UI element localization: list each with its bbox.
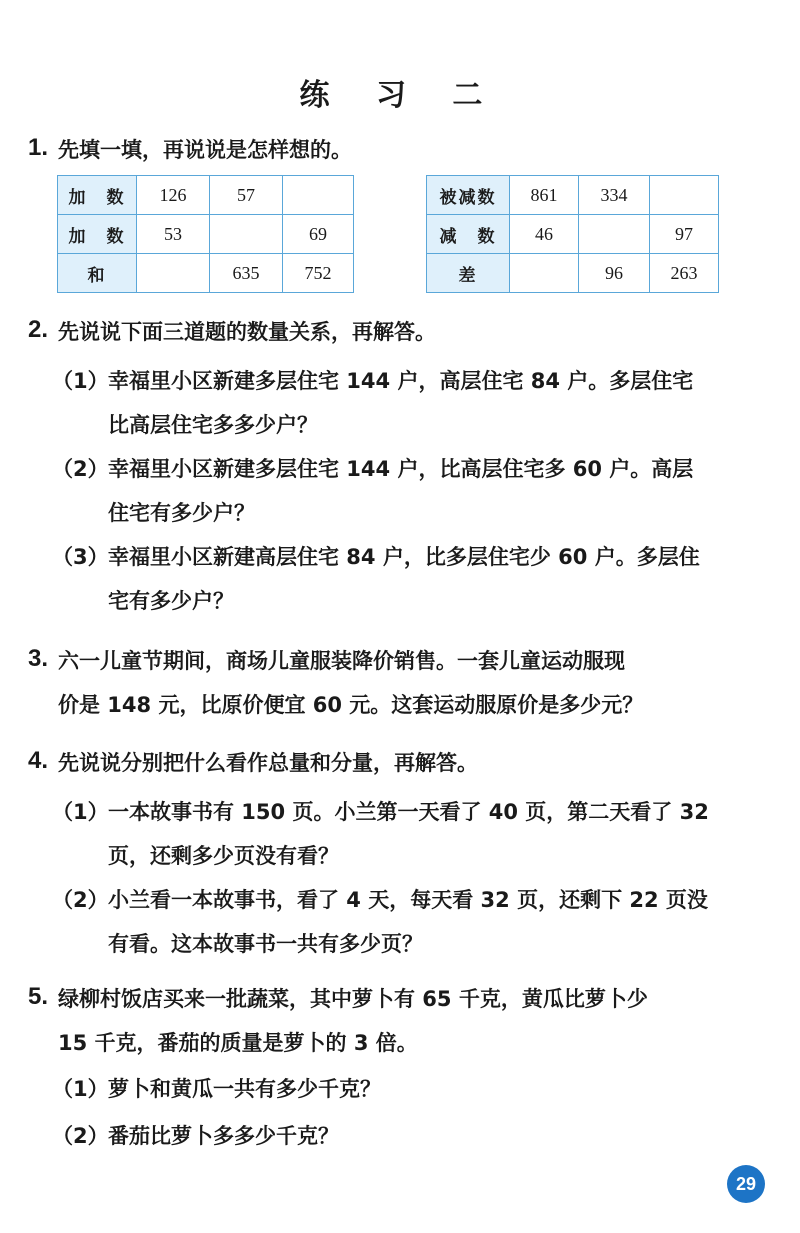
sub-question-text: 幸福里小区新建多层住宅 144 户，比高层住宅多 60 户。高层 bbox=[108, 457, 694, 481]
addition-table bbox=[57, 175, 354, 293]
table-cell: 263 bbox=[650, 254, 719, 293]
table-header-cell: 被减数 bbox=[427, 176, 510, 215]
table-row bbox=[58, 215, 354, 254]
question-3-text: 价是 148 元，比原价便宜 60 元。这套运动服原价是多少元？ bbox=[58, 693, 644, 717]
question-3-number: 3. bbox=[28, 645, 49, 672]
question-5-text: 15 千克，番茄的质量是萝卜的 3 倍。 bbox=[58, 1031, 418, 1055]
table-header-cell: 减 数 bbox=[427, 215, 510, 254]
question-5-text: 绿柳村饭店买来一批蔬菜，其中萝卜有 65 千克，黄瓜比萝卜少 bbox=[58, 987, 648, 1011]
table-cell: 635 bbox=[210, 254, 283, 293]
table-cell bbox=[137, 254, 210, 293]
sub-question-text: 萝卜和黄瓜一共有多少千克？ bbox=[108, 1077, 381, 1101]
sub-question-text: 比高层住宅多多少户？ bbox=[108, 413, 318, 437]
sub-question-text: 页，还剩多少页没有看？ bbox=[108, 844, 339, 868]
table-cell: 46 bbox=[510, 215, 579, 254]
table-cell: 752 bbox=[283, 254, 354, 293]
table-header-cell: 加 数 bbox=[58, 176, 137, 215]
table-row bbox=[427, 176, 719, 215]
table-header-cell: 和 bbox=[58, 254, 137, 293]
sub-question-text: 有看。这本故事书一共有多少页？ bbox=[108, 932, 423, 956]
question-3-text: 六一儿童节期间，商场儿童服装降价销售。一套儿童运动服现 bbox=[58, 649, 625, 673]
sub-question-text: 住宅有多少户？ bbox=[108, 501, 255, 525]
table-row bbox=[427, 254, 719, 293]
table-cell bbox=[579, 215, 650, 254]
question-5-number: 5. bbox=[28, 983, 49, 1010]
subtraction-table bbox=[426, 175, 719, 293]
table-header-cell: 差 bbox=[427, 254, 510, 293]
table-cell: 69 bbox=[283, 215, 354, 254]
table-row bbox=[427, 215, 719, 254]
table-row bbox=[58, 254, 354, 293]
sub-question-text: 宅有多少户？ bbox=[108, 589, 234, 613]
table-cell bbox=[650, 176, 719, 215]
sub-question-text: 番茄比萝卜多多少千克？ bbox=[108, 1124, 339, 1148]
question-4-text: 先说说分别把什么看作总量和分量，再解答。 bbox=[58, 751, 478, 775]
question-2-text: 先说说下面三道题的数量关系，再解答。 bbox=[58, 320, 436, 344]
question-1-text: 先填一填，再说说是怎样想的。 bbox=[58, 138, 352, 162]
sub-question-label: （2） bbox=[52, 457, 109, 481]
sub-question-label: （1） bbox=[52, 369, 109, 393]
question-2-number: 2. bbox=[28, 316, 49, 343]
table-cell bbox=[510, 254, 579, 293]
table-cell: 334 bbox=[579, 176, 650, 215]
sub-question-label: （2） bbox=[52, 1124, 109, 1148]
question-4-number: 4. bbox=[28, 747, 49, 774]
sub-question-label: （3） bbox=[52, 545, 109, 569]
table-cell bbox=[283, 176, 354, 215]
table-cell: 861 bbox=[510, 176, 579, 215]
table-cell: 126 bbox=[137, 176, 210, 215]
sub-question-label: （2） bbox=[52, 888, 109, 912]
table-cell: 57 bbox=[210, 176, 283, 215]
table-cell bbox=[210, 215, 283, 254]
sub-question-text: 小兰看一本故事书，看了 4 天，每天看 32 页，还剩下 22 页没 bbox=[108, 888, 708, 912]
table-header-cell: 加 数 bbox=[58, 215, 137, 254]
table-row bbox=[58, 176, 354, 215]
sub-question-label: （1） bbox=[52, 1077, 109, 1101]
page-title: 练 习 二 bbox=[299, 78, 501, 113]
table-cell: 96 bbox=[579, 254, 650, 293]
table-cell: 53 bbox=[137, 215, 210, 254]
sub-question-text: 幸福里小区新建多层住宅 144 户，高层住宅 84 户。多层住宅 bbox=[108, 369, 694, 393]
question-1-number: 1. bbox=[28, 134, 49, 161]
page-number-badge: 29 bbox=[727, 1165, 765, 1203]
sub-question-text: 一本故事书有 150 页。小兰第一天看了 40 页，第二天看了 32 bbox=[108, 800, 709, 824]
sub-question-label: （1） bbox=[52, 800, 109, 824]
table-cell: 97 bbox=[650, 215, 719, 254]
sub-question-text: 幸福里小区新建高层住宅 84 户，比多层住宅少 60 户。多层住 bbox=[108, 545, 700, 569]
